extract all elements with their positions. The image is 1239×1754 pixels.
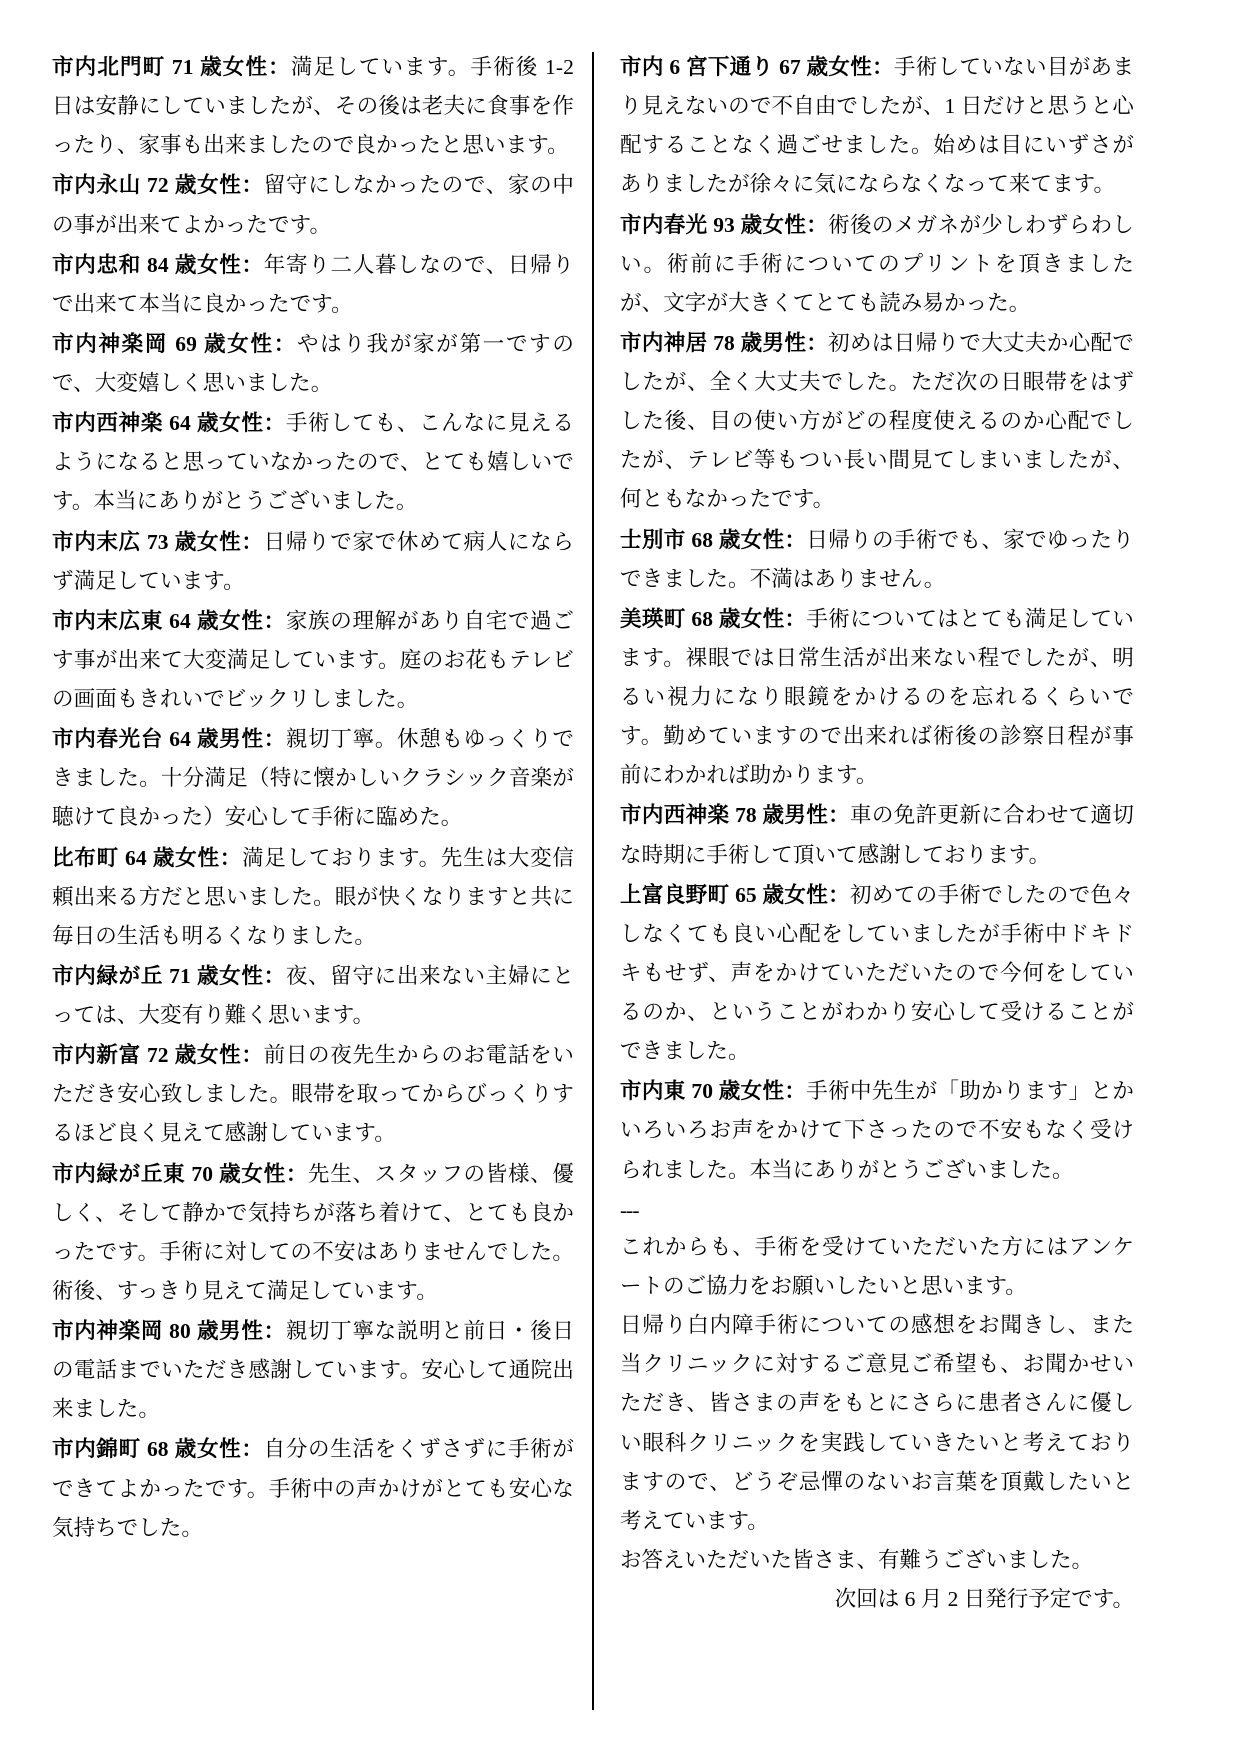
left-column <box>52 48 592 1549</box>
testimonial-text: やはり我が家が第一ですので、大変嬉しく思いました。 <box>52 331 575 395</box>
testimonial-text: 手術についてはとても満足しています。裸眼では日常生活が出来ない程でしたが、明るい視力になり眼鏡をかけるのを忘れるくらいです。勤めていますので出来れば術後の診察日程が事前にわかれば助かります。 <box>620 606 1134 788</box>
separator: ： <box>263 727 286 752</box>
testimonial-text: 手術しても、こんなに見えるようになると思っていなかったので、とても嬉しいです。本当にありがとうございました。 <box>52 411 574 514</box>
respondent-label: 市内北門町 71 歳女性 <box>52 55 269 79</box>
separator: ： <box>806 330 829 355</box>
testimonial-entry <box>52 166 574 244</box>
respondent-label: 市内末広 73 歳女性 <box>52 529 242 554</box>
testimonial-entry <box>52 839 574 956</box>
testimonial-text: 家族の理解があり自宅で過ごす事が出来て大変満足しています。庭のお花もテレビの画面もきれいでビックリしました。 <box>52 608 574 711</box>
respondent-label: 市内西神楽 78 歳男性 <box>620 803 829 828</box>
respondent-label: 市内錦町 68 歳女性 <box>52 1437 242 1462</box>
closing-paragraph: お答えいただいた皆さま、有難うございました。 <box>620 1547 1094 1572</box>
testimonial-entry <box>52 1036 574 1153</box>
closing-paragraph: これからも、手術を受けていただいた方にはアンケートのご協力をお願いしたいと思います。 <box>620 1234 1134 1298</box>
testimonial-text: 初めての手術でしたので色々しなくても良い心配をしていましたが手術中ドキドキもせず、声をかけていただいたので今何をしているのか、ということがわかり安心して受けることができました。 <box>620 882 1134 1064</box>
testimonial-entry <box>620 324 1134 520</box>
respondent-label: 市内永山 72 歳女性 <box>52 173 242 198</box>
testimonial-entry <box>620 796 1134 874</box>
testimonial-entry <box>52 404 574 521</box>
testimonial-entry <box>620 206 1134 323</box>
testimonial-text: 手術中先生が「助かります」とかいろいろお声をかけて下さったので不安もなく受けられました。本当にありがとうございました。 <box>620 1079 1134 1182</box>
separator: ： <box>828 882 850 907</box>
testimonial-text: 日帰りで家で休めて病人にならず満足しています。 <box>52 529 574 593</box>
testimonial-entry <box>620 521 1134 599</box>
respondent-label: 美瑛町 68 歳女性 <box>620 606 785 631</box>
separator: ： <box>784 606 807 631</box>
respondent-label: 市内春光 93 歳女性 <box>620 212 807 237</box>
separator: ： <box>268 55 291 79</box>
testimonial-entry <box>52 325 574 403</box>
testimonial-entry <box>620 876 1134 1072</box>
testimonial-text: 車の免許更新に合わせて適切な時期に手術して頂いて感謝しております。 <box>620 803 1134 867</box>
separator: ： <box>241 173 264 198</box>
section-rule: --- <box>620 1197 639 1222</box>
testimonial-text: 先生、スタッフの皆様、優しく、そして静かで気持ちが落ち着けて、とても良かったです。手術に対しての不安はありませんでした。術後、すっきり見えて満足しています。 <box>52 1161 574 1303</box>
testimonial-entry <box>52 523 574 601</box>
testimonial-text: 前日の夜先生からのお電話をいただき安心致しました。眼帯を取ってからびっくりするほど良く見えて感謝しています。 <box>52 1043 574 1146</box>
testimonial-entry <box>620 48 1134 205</box>
separator: ： <box>784 527 807 552</box>
testimonial-entry <box>52 957 574 1035</box>
respondent-label: 市内春光台 64 歳男性 <box>52 727 264 752</box>
respondent-label: 市内西神楽 64 歳女性 <box>52 411 264 436</box>
testimonial-text: 親切丁寧。休憩もゆっくりできました。十分満足（特に懐かしいクラシック音楽が聴けて良かった）安心して手術に臨めた。 <box>52 727 574 830</box>
respondent-label: 市内末広東 64 歳女性 <box>52 608 264 633</box>
two-column-layout <box>52 48 1187 1714</box>
testimonial-text: 年寄り二人暮しなので、日帰りで出来て本当に良かったです。 <box>52 252 574 316</box>
separator: ： <box>806 212 829 237</box>
testimonial-text: 留守にしなかったので、家の中の事が出来てよかったです。 <box>52 173 574 237</box>
separator: ： <box>285 1161 309 1186</box>
testimonial-text: 満足しています。手術後 1-2 日は安静にしていましたが、その後は老夫に食事を作ったり、家事も出来ましたので良かったと思います。 <box>52 55 574 158</box>
separator: ： <box>241 1437 264 1462</box>
separator: ： <box>273 331 297 356</box>
separator: ： <box>219 845 243 870</box>
testimonial-text: 手術していない目があまり見えないので不自由でしたが、1 日だけと思うと心配することなく過ごせました。始めは目にいずさがありましたが徐々に気にならなくなって来てます。 <box>620 55 1134 197</box>
respondent-label: 士別市 68 歳女性 <box>620 527 785 552</box>
respondent-label: 市内神楽岡 80 歳男性 <box>52 1319 264 1343</box>
respondent-label: 市内神居 78 歳男性 <box>620 330 807 355</box>
respondent-label: 市内緑が丘 71 歳女性 <box>52 963 264 988</box>
testimonial-entry <box>52 246 574 324</box>
separator: ： <box>263 1319 286 1343</box>
separator: ： <box>241 1043 264 1068</box>
testimonial-entry <box>52 1430 574 1547</box>
separator: ： <box>872 55 894 79</box>
testimonial-entry <box>52 602 574 719</box>
testimonial-entry <box>620 1072 1134 1189</box>
testimonial-text: 親切丁寧な説明と前日・後日の電話までいただき感謝しています。安心して通院出来ました。 <box>52 1319 574 1422</box>
testimonial-entry <box>52 720 574 837</box>
respondent-label: 市内神楽岡 69 歳女性 <box>52 331 274 356</box>
separator: ： <box>263 608 286 633</box>
testimonial-text: 日帰りの手術でも、家でゆったりできました。不満はありません。 <box>620 527 1134 591</box>
respondent-label: 市内緑が丘東 70 歳女性 <box>52 1161 286 1186</box>
testimonial-entry <box>52 48 574 165</box>
testimonial-text: 自分の生活をくずさずに手術ができてよかったです。手術中の声かけがとても安心な気持ちでした。 <box>52 1437 574 1540</box>
testimonial-text: 夜、留守に出来ない主婦にとっては、大変有り難く思います。 <box>52 963 574 1027</box>
separator: ： <box>828 803 850 828</box>
testimonial-entry <box>620 600 1134 796</box>
respondent-label: 比布町 64 歳女性 <box>52 845 220 870</box>
closing-paragraph: 日帰り白内障手術についての感想をお聞きし、また当クリニックに対するご意見ご希望も、お聞かせいただき、皆さまの声をもとにさらに患者さんに優しい眼科クリニックを実践していきたいと考えておりますので、どうぞ忌憚のないお言葉を頂戴したいと考えています。 <box>620 1313 1134 1533</box>
testimonial-entry <box>52 1312 574 1429</box>
respondent-label: 市内東 70 歳女性 <box>620 1079 785 1104</box>
right-column <box>594 48 1134 1619</box>
next-issue-notice: 次回は 6 月 2 日発行予定です。 <box>834 1587 1134 1611</box>
testimonial-text: 初めは日帰りで大丈夫か心配でしたが、全く大丈夫でした。ただ次の日眼帯をはずした後、目の使い方がどの程度使えるのか心配でしたが、テレビ等もつい長い間見てしまいましたが、何ともなかったです。 <box>620 330 1134 512</box>
respondent-label: 上富良野町 65 歳女性 <box>620 882 829 907</box>
respondent-label: 市内忠和 84 歳女性 <box>52 252 242 277</box>
separator: ： <box>263 411 286 436</box>
testimonial-text: 満足しております。先生は大変信頼出来る方だと思いました。眼が快くなりますと共に毎日の生活も明るくなりました。 <box>52 845 574 948</box>
separator: ： <box>241 529 264 554</box>
separator: ： <box>241 252 264 277</box>
separator: ： <box>784 1079 807 1104</box>
respondent-label: 市内新富 72 歳女性 <box>52 1043 242 1068</box>
testimonial-entry <box>52 1155 574 1312</box>
separator: ： <box>263 963 286 988</box>
respondent-label: 市内 6 宮下通り 67 歳女性 <box>620 55 873 79</box>
testimonial-text: 術後のメガネが少しわずらわしい。術前に手術についてのプリントを頂きましたが、文字が大きくてとても読み易かった。 <box>620 212 1134 315</box>
